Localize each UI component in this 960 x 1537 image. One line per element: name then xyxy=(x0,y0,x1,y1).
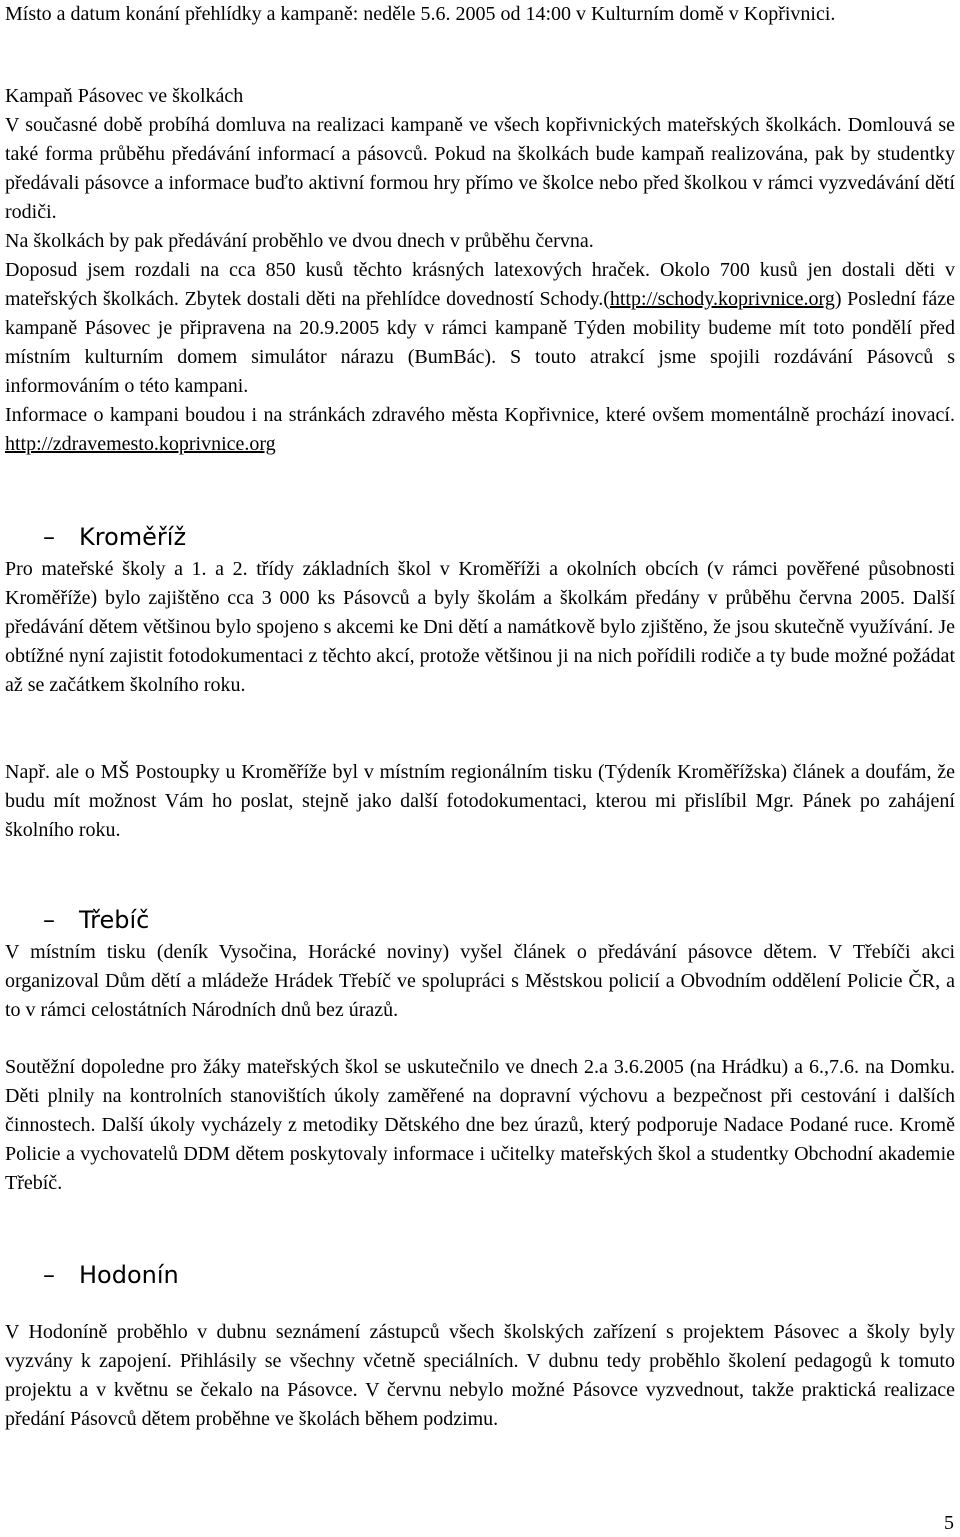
dash-bullet-icon: – xyxy=(43,906,55,934)
hodonin-paragraph-1: V Hodoníně proběhlo v dubnu seznámení zástupců všech školských zařízení s projektem Pásovec a školy byly vyzvány k zapojení. Přihlásily se všechny včetně speciálních. V dubnu tedy proběhlo školení pedagogů k tomuto projektu a v květnu se čekalo na Pásovce. V červnu nebylo možné Pásovce vyzvednout, takže praktická realizace předání Pásovců dětem proběhne ve školách během podzimu. xyxy=(5,1321,955,1430)
schody-link[interactable]: http://schody.koprivnice.org xyxy=(609,288,835,310)
campaign-text-4: Informace o kampani boudou i na stránkách zdravého města Kopřivnice, které ovšem momentálně prochází inovací. xyxy=(5,404,955,426)
campaign-text-3b: ) Poslední fáze kampaně Pásovec je připravena na 20.9.2005 kdy v rámci kampaně Týden mobility budeme mít toto pondělí před místním kulturním domem simulátor nárazu (BumBác). S touto atrakcí jsme spojili rozdávání Pásovců s informováním o této kampani. xyxy=(5,288,955,397)
heading-hodonin xyxy=(43,1260,179,1290)
campaign-paragraph-4 xyxy=(5,401,955,459)
trebic-section-2 xyxy=(5,1053,955,1198)
hodonin-section xyxy=(5,1318,955,1434)
campaign-paragraph-3 xyxy=(5,256,955,401)
zdrave-mesto-link[interactable]: http://zdravemesto.koprivnice.org xyxy=(5,433,276,455)
heading-kromeriz-text: Kroměříž xyxy=(79,523,187,551)
intro-section xyxy=(5,0,955,29)
campaign-title: Kampaň Pásovec ve školkách xyxy=(5,85,244,107)
heading-hodonin-text: Hodonín xyxy=(79,1261,179,1289)
campaign-paragraph-2: Na školkách by pak předávání proběhlo ve dvou dnech v průběhu června. xyxy=(5,230,594,252)
trebic-paragraph-1: V místním tisku (deník Vysočina, Horácké noviny) vyšel článek o předávání pásovce dětem. V Třebíči akci organizoval Dům dětí a mládeže Hrádek Třebíč ve spolupráci s Městskou policií a Obvodním oddělení Policie ČR, a to v rámci celostátních Národních dnů bez úrazů. xyxy=(5,941,955,1021)
kromeriz-paragraph-2: Např. ale o MŠ Postoupky u Kroměříže byl v místním regionálním tisku (Týdeník Kroměřížska) článek a doufám, že budu mít možnost Vám ho poslat, stejně jako další fotodokumentaci, kterou mi přislíbil Mgr. Pánek po zahájení školního roku. xyxy=(5,761,955,841)
campaign-section xyxy=(5,82,955,459)
heading-trebic-text: Třebíč xyxy=(79,906,150,934)
campaign-paragraph-1: V současné době probíhá domluva na realizaci kampaně ve všech kopřivnických mateřských školkách. Domlouvá se také forma průběhu předávání informací a pásovců. Pokud na školkách bude kampaň realizována, pak by studentky předávali pásovce a informace buďto aktivní formou hry přímo ve školce nebo před školkou v rámci vyzvedávání dětí rodiči. xyxy=(5,114,955,223)
page-number: 5 xyxy=(944,1512,954,1534)
trebic-section xyxy=(5,938,955,1025)
kromeriz-paragraph-1: Pro mateřské školy a 1. a 2. třídy základních škol v Kroměříži a okolních obcích (v rámci pověřené působnosti Kroměříže) bylo zajištěno cca 3 000 ks Pásovců a byly školám a školkám předány v průběhu června 2005. Další předávání dětem většinou bylo spojeno s akcemi ke Dni dětí a namátkově bylo zjištěno, že jsou skutečně využívání. Je obtížné nyní zajistit fotodokumentaci z těchto akcí, protože většinou ji na nich pořídili rodiče a ty bude možné požádat až se začátkem školního roku. xyxy=(5,558,955,696)
trebic-paragraph-2: Soutěžní dopoledne pro žáky mateřských škol se uskutečnilo ve dnech 2.a 3.6.2005 (na Hrádku) a 6.,7.6. na Domku. Děti plnily na kontrolních stanovištích úkoly zaměřené na dopravní výchovu a bezpečnost při cestování i dalších činnostech. Další úkoly vycházely z metodiky Dětského dne bez úrazů, který podporuje Nadace Podané ruce. Kromě Policie a vychovatelů DDM dětem poskytovaly informace i učitelky mateřských škol a studentky Obchodní akademie Třebíč. xyxy=(5,1056,955,1194)
heading-kromeriz xyxy=(43,522,186,552)
kromeriz-section-2 xyxy=(5,758,955,845)
heading-trebic xyxy=(43,905,149,935)
dash-bullet-icon: – xyxy=(43,1261,55,1289)
event-line: Místo a datum konání přehlídky a kampaně: neděle 5.6. 2005 od 14:00 v Kulturním domě v Kopřivnici. xyxy=(5,3,836,25)
campaign-text-3a: Doposud jsem rozdali na cca 850 kusů těchto krásných latexových hraček. Okolo 700 kusů jen dostali děti v mateřských školkách. Zbytek dostali děti na přehlídce dovedností Schody.( xyxy=(5,259,955,310)
kromeriz-section xyxy=(5,555,955,700)
dash-bullet-icon: – xyxy=(43,523,55,551)
